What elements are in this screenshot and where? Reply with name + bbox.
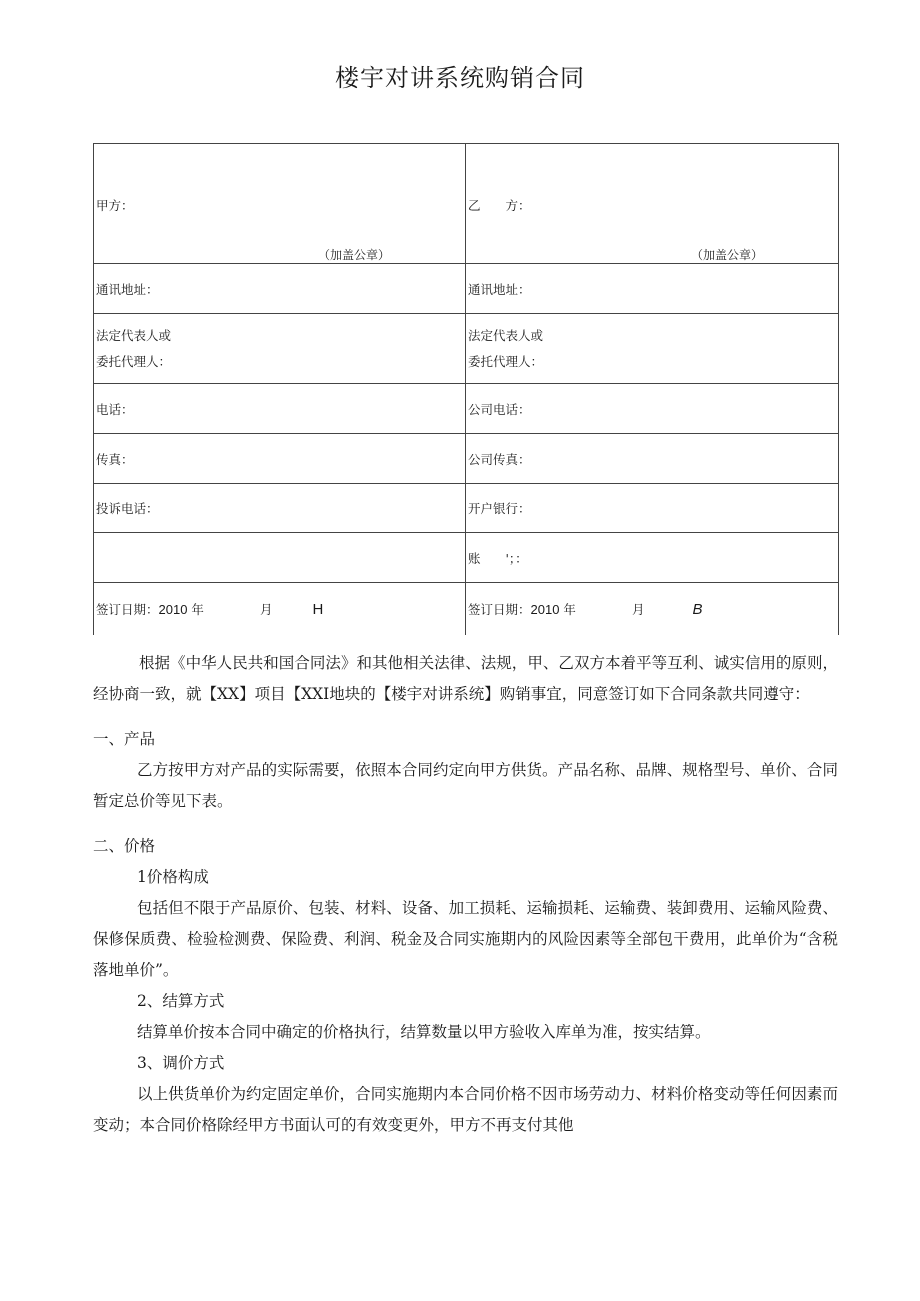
intro-paragraph: 根据《中华人民共和国合同法》和其他相关法律、法规，甲、乙双方本着平等互利、诚实信用的原则，经协商一致，就【XX】项目【XXI地块的【楼宇对讲系统】购销事宜，同意签订如下合同条款共同遵守： [93, 654, 838, 703]
party-a-sign-date [94, 583, 466, 635]
complaint-bank-row [94, 484, 839, 533]
party-row [94, 144, 839, 264]
section-1-text: 乙方按甲方对产品的实际需要，依照本合同约定向甲方供货。产品名称、品牌、规格型号、单价、合同暂定总价等见下表。 [93, 761, 838, 810]
party-b-sign-date [466, 583, 839, 635]
party-a-rep-line1: 法定代表人或 [96, 327, 172, 343]
section-2-sub1-title: 1价格构成 [137, 868, 209, 886]
section-2-sub2-text: 结算单价按本合同中确定的价格执行，结算数量以甲方验收入库单为准，按实结算。 [137, 1023, 711, 1041]
section-2-sub1-text: 包括但不限于产品原价、包装、材料、设备、加工损耗、运输损耗、运输费、装卸费用、运输风险费、保修保质费、检验检测费、保险费、利润、税金及合同实施期内的风险因素等全部包干费用，此单价为“含税落地单价”。 [93, 899, 838, 979]
party-a-label: 甲方： [96, 198, 134, 213]
party-b-date-label: 签订日期： [468, 601, 531, 617]
fax-row [94, 434, 839, 484]
party-b-representative [466, 314, 839, 384]
party-b-date-year-unit: 年 [563, 601, 576, 617]
contract-body [93, 648, 838, 1141]
section-2-sub2-title: 2、结算方式 [137, 992, 225, 1010]
party-a-address: 通讯地址： [94, 264, 466, 314]
party-a-account [94, 533, 466, 583]
party-a-phone: 电话： [94, 384, 466, 434]
party-b-date-month-unit: 月 [631, 601, 645, 617]
sign-date-row [94, 583, 839, 635]
section-2-heading: 二、价格 [93, 837, 156, 855]
party-a-fax: 传真： [94, 434, 466, 484]
section-2-sub3-text: 以上供货单价为约定固定单价，合同实施期内本合同价格不因市场劳动力、材料价格变动等任何因素而变动；本合同价格除经甲方书面认可的有效变更外，甲方不再支付其他 [93, 1085, 838, 1134]
party-b-rep-line2: 委托代理人： [468, 353, 544, 369]
address-row [94, 264, 839, 314]
party-a-date-year-unit: 年 [191, 601, 204, 617]
party-b-account: 账 '；： [466, 533, 839, 583]
section-1-heading: 一、产品 [93, 730, 156, 748]
account-row [94, 533, 839, 583]
party-b-cell [466, 144, 839, 264]
party-b-date-mark: B [692, 600, 703, 618]
party-b-seal-note: （加盖公章） [690, 248, 763, 262]
party-a-cell [94, 144, 466, 264]
section-2-sub3-title: 3、调价方式 [137, 1054, 225, 1072]
representative-row [94, 314, 839, 384]
party-b-date-year: 2010 [530, 601, 560, 617]
party-a-rep-line2: 委托代理人： [96, 353, 172, 369]
party-a-date-label: 签订日期： [96, 601, 159, 617]
party-a-representative [94, 314, 466, 384]
party-a-complaint-phone: 投诉电话： [94, 484, 466, 533]
phone-row [94, 384, 839, 434]
party-a-date-mark: H [312, 600, 324, 618]
party-a-seal-note: （加盖公章） [317, 248, 390, 262]
document-title: 楼宇对讲系统购销合同 [335, 64, 585, 93]
party-a-date-year: 2010 [158, 601, 188, 617]
party-b-rep-line1: 法定代表人或 [468, 327, 544, 343]
party-b-address: 通讯地址： [466, 264, 839, 314]
party-b-label: 乙 方： [468, 198, 531, 213]
party-b-bank: 开户银行： [466, 484, 839, 533]
party-b-phone: 公司电话： [466, 384, 839, 434]
party-a-date-month-unit: 月 [259, 601, 273, 617]
party-info-table [93, 143, 839, 635]
party-b-fax: 公司传真： [466, 434, 839, 484]
